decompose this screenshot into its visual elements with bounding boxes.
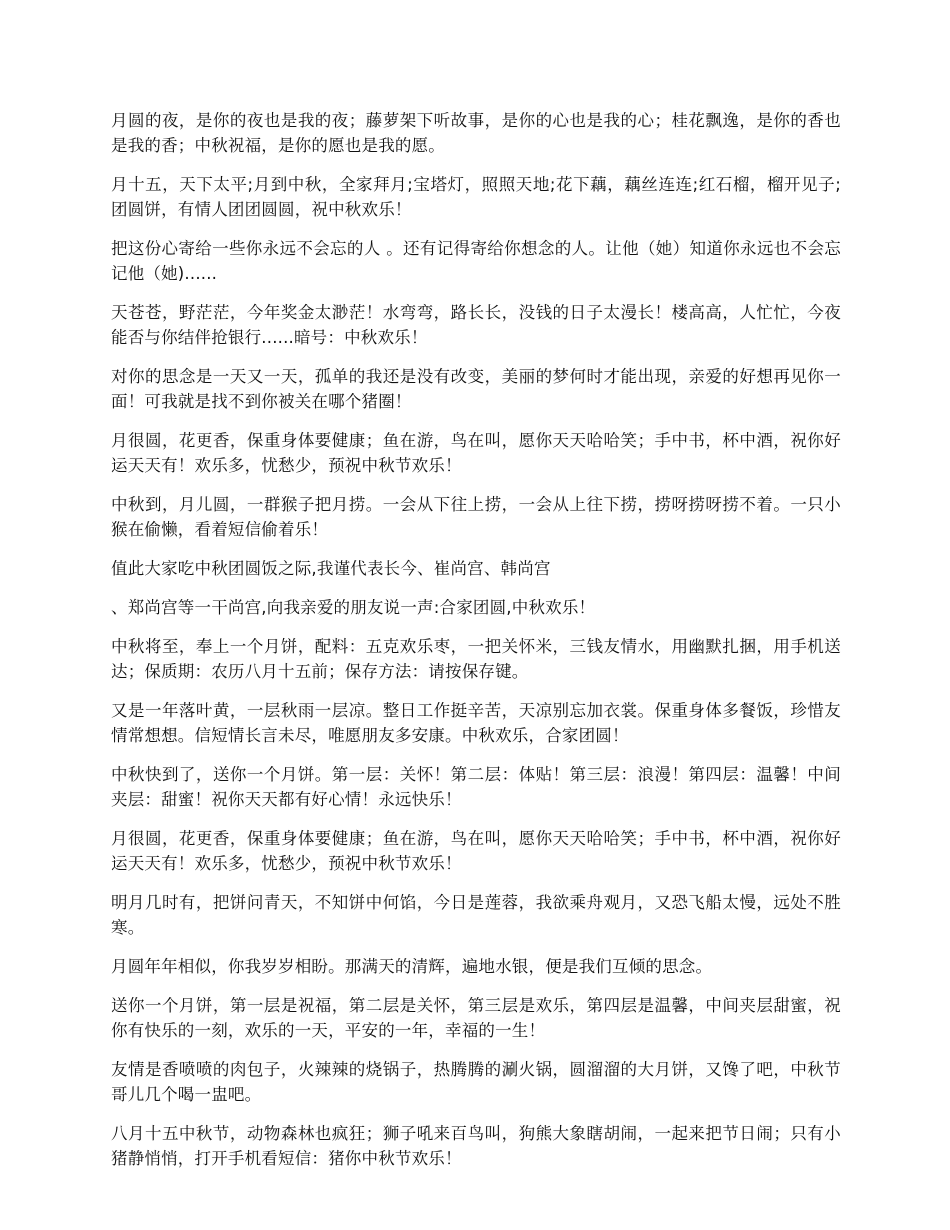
- paragraph: 明月几时有，把饼问青天，不知饼中何馅，今日是莲蓉，我欲乘舟观月，又恐飞船太慢，远处不胜寒。: [111, 893, 841, 937]
- paragraph: 月圆年年相似，你我岁岁相盼。那满天的清辉，遍地水银，便是我们互倾的思念。: [111, 957, 713, 976]
- paragraph: 中秋将至，奉上一个月饼，配料：五克欢乐枣，一把关怀米，三钱友情水，用幽默扎捆，用手机送达；保质期：农历八月十五前；保存方法：请按保存键。: [111, 637, 841, 681]
- paragraph: 中秋到，月儿圆，一群猴子把月捞。一会从下往上捞，一会从上往下捞，捞呀捞呀捞不着。一只小猴在偷懒，看着短信偷着乐！: [111, 495, 841, 539]
- paragraph: 友情是香喷喷的肉包子，火辣辣的烧锅子，热腾腾的涮火锅，圆溜溜的大月饼，又馋了吧，中秋节哥儿几个喝一盅吧。: [111, 1060, 841, 1104]
- paragraph: 月很圆，花更香，保重身体要健康；鱼在游，鸟在叫，愿你天天哈哈笑；手中书，杯中酒，祝你好运天天有！欢乐多，忧愁少，预祝中秋节欢乐！: [111, 431, 841, 475]
- paragraph: 八月十五中秋节，动物森林也疯狂；狮子吼来百鸟叫，狗熊大象瞎胡闹，一起来把节日闹；只有小猪静悄悄，打开手机看短信：猪你中秋节欢乐！: [111, 1124, 841, 1168]
- paragraph: 月圆的夜，是你的夜也是我的夜；藤萝架下听故事，是你的心也是我的心；桂花飘逸，是你的香也是我的香；中秋祝福，是你的愿也是我的愿。: [111, 111, 841, 155]
- document-page: [111, 108, 841, 1185]
- paragraph: 值此大家吃中秋团圆饭之际,我谨代表长今、崔尚宫、韩尚宫: [111, 559, 551, 578]
- paragraph: 对你的思念是一天又一天，孤单的我还是没有改变，美丽的梦何时才能出现，亲爱的好想再见你一面！可我就是找不到你被关在哪个猪圈！: [111, 367, 841, 411]
- paragraph: 月十五，天下太平;月到中秋，全家拜月;宝塔灯，照照天地;花下藕，藕丝连连;红石榴，榴开见子;团圆饼，有情人团团圆圆，祝中秋欢乐！: [111, 175, 841, 219]
- paragraph: 、郑尚宫等一干尚宫,向我亲爱的朋友说一声:合家团圆,中秋欢乐！: [111, 598, 596, 617]
- paragraph: 月很圆，花更香，保重身体要健康；鱼在游，鸟在叫，愿你天天哈哈笑；手中书，杯中酒，祝你好运天天有！欢乐多，忧愁少，预祝中秋节欢乐！: [111, 829, 841, 873]
- paragraph: 中秋快到了，送你一个月饼。第一层：关怀！第二层：体贴！第三层：浪漫！第四层：温馨！中间夹层：甜蜜！祝你天天都有好心情！永远快乐！: [111, 765, 841, 809]
- paragraph: 送你一个月饼，第一层是祝福，第二层是关怀，第三层是欢乐，第四层是温馨，中间夹层甜蜜，祝你有快乐的一刻，欢乐的一天，平安的一年，幸福的一生！: [111, 996, 841, 1040]
- paragraph: 又是一年落叶黄，一层秋雨一层凉。整日工作挺辛苦，天凉别忘加衣裳。保重身体多餐饭，珍惜友情常想想。信短情长言未尽，唯愿朋友多安康。中秋欢乐，合家团圆！: [111, 701, 841, 745]
- paragraph: 把这份心寄给一些你永远不会忘的人 。还有记得寄给你想念的人。让他（她）知道你永远也不会忘记他（她)......: [111, 239, 841, 283]
- paragraph: 天苍苍，野茫茫，今年奖金太渺茫！水弯弯，路长长，没钱的日子太漫长！楼高高，人忙忙，今夜能否与你结伴抢银行......暗号：中秋欢乐！: [111, 303, 841, 347]
